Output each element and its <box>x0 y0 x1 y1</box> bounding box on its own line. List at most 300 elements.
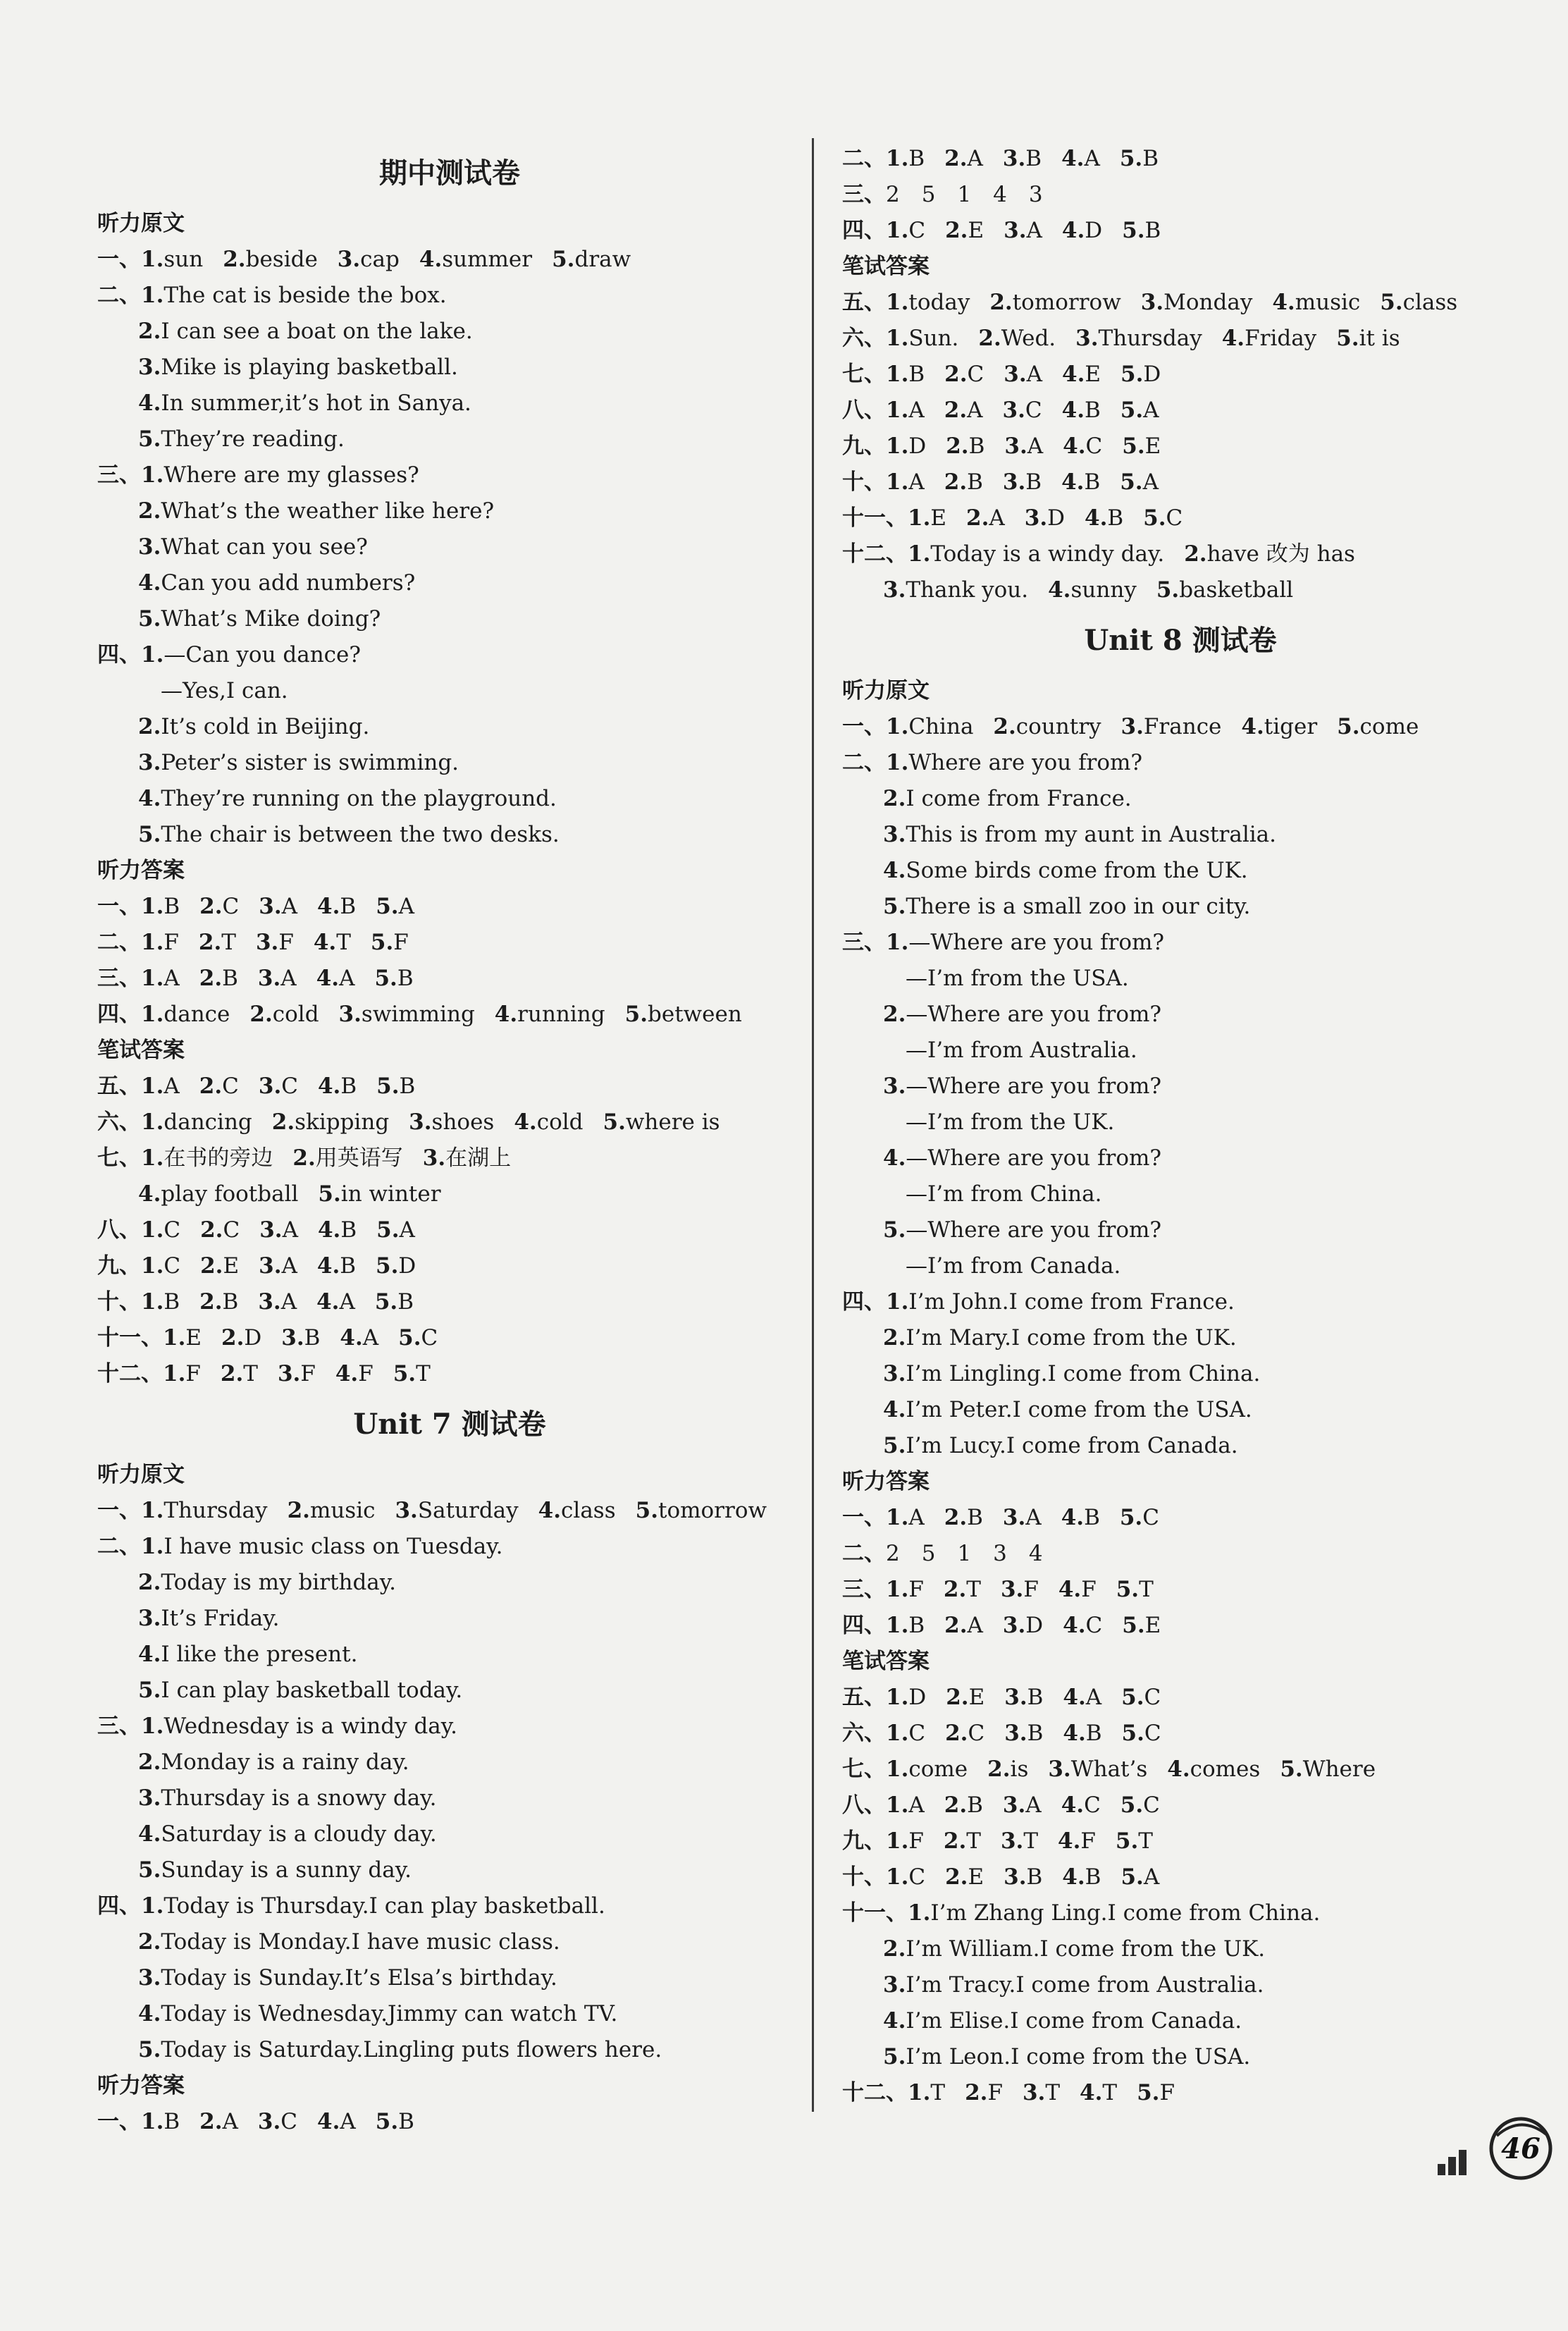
text-line <box>97 457 802 493</box>
item-text: F <box>1081 1577 1097 1602</box>
item-text: swimming <box>361 1002 475 1027</box>
question-number: 六、 <box>842 1721 886 1746</box>
item-number: 2. <box>943 1577 967 1602</box>
item-number: 1. <box>141 1289 164 1315</box>
item-number: 5. <box>376 894 399 919</box>
item-number: 4. <box>1058 1828 1081 1854</box>
item-text: They’re running on the playground. <box>161 786 557 811</box>
item-text: B <box>1107 505 1124 531</box>
text-line <box>842 853 1519 889</box>
item-text: running <box>517 1002 605 1027</box>
page-number-badge <box>1487 2115 1555 2182</box>
item-number: 2. <box>199 894 223 919</box>
answer-line <box>842 709 1519 745</box>
item-number: 1. <box>886 714 909 739</box>
text-line <box>842 1356 1519 1392</box>
item-number: 5. <box>375 2109 399 2134</box>
item-text: F <box>1080 1828 1096 1854</box>
item-number: 1. <box>886 398 909 423</box>
item-text: C <box>163 1217 181 1243</box>
text-line <box>842 2039 1519 2075</box>
item-text: music <box>309 1498 376 1523</box>
text-line <box>97 781 802 817</box>
item-number: 3. <box>1004 1864 1027 1890</box>
item-number: 3. <box>255 930 279 955</box>
item-text: tiger <box>1264 714 1318 739</box>
item-text: C <box>421 1325 438 1351</box>
item-text: F <box>300 1361 316 1386</box>
item-number: 2. <box>944 1613 968 1638</box>
item-number: 4. <box>1063 1685 1086 1710</box>
item-number: 3. <box>138 1785 161 1811</box>
question-number: 三、 <box>842 182 886 207</box>
answer-line <box>842 285 1519 321</box>
item-number: 3. <box>257 2109 281 2134</box>
item-number: 2. <box>946 433 969 459</box>
item-text: T <box>1023 1828 1039 1854</box>
item-text: shoes <box>431 1109 495 1135</box>
question-number: 四、 <box>97 1893 141 1919</box>
question-number: 三、 <box>842 1577 886 1602</box>
item-text: Today is my birthday. <box>161 1570 397 1595</box>
item-number: 3. <box>1022 2080 1046 2105</box>
item-number: 3. <box>281 1325 304 1351</box>
item-number: 4. <box>494 1002 518 1027</box>
item-text: skipping <box>295 1109 390 1135</box>
item-text: D <box>1143 362 1161 387</box>
answer-line <box>97 1069 802 1105</box>
item-number: 3. <box>1024 505 1048 531</box>
item-text: A <box>340 2109 356 2134</box>
answer-line <box>97 961 802 997</box>
item-number: 1. <box>886 1757 909 1782</box>
item-text: —Where are you from? <box>906 1074 1162 1099</box>
answer-line <box>842 2075 1519 2111</box>
item-text: A <box>281 894 298 919</box>
item-number: 4. <box>1061 1792 1085 1818</box>
question-number: 二、 <box>842 750 886 775</box>
item-number: 1. <box>886 1289 909 1315</box>
item-number: 1. <box>886 750 909 775</box>
item-text: where is <box>625 1109 720 1135</box>
question-number: 五、 <box>842 290 886 315</box>
text-line <box>842 1392 1519 1428</box>
item-number: 1. <box>141 1002 164 1027</box>
item-text: C <box>1166 505 1183 531</box>
item-number: 1. <box>141 1109 164 1135</box>
item-number: 2. <box>1184 541 1207 567</box>
item-text: D <box>398 1253 416 1279</box>
item-text: B <box>399 1074 416 1099</box>
item-number: 2. <box>198 930 222 955</box>
item-number: 4. <box>1061 398 1085 423</box>
question-number: 八、 <box>97 1217 141 1243</box>
item-number: 2. <box>965 2080 988 2105</box>
item-text: Saturday <box>417 1498 519 1523</box>
item-number: 1. <box>886 218 909 243</box>
item-text: They’re reading. <box>161 426 345 452</box>
item-text: E <box>968 218 984 243</box>
text-line <box>97 529 802 565</box>
dialog-line <box>842 925 1519 961</box>
question-number: 三、 <box>97 966 141 991</box>
item-text: cold <box>536 1109 584 1135</box>
item-number: 5. <box>1115 1828 1139 1854</box>
item-text: B <box>908 1613 925 1638</box>
item-text: A <box>163 966 180 991</box>
item-text: A <box>967 398 983 423</box>
item-text: I come from France. <box>906 786 1132 811</box>
answer-line <box>97 1105 802 1140</box>
item-number: 4. <box>138 1821 161 1847</box>
question-number: 十二、 <box>842 2080 908 2105</box>
subsection-heading: 笔试答案 <box>97 1038 185 1063</box>
text-line <box>842 1320 1519 1356</box>
signal-bars-icon <box>1438 2150 1469 2175</box>
item-text: B <box>398 2109 414 2134</box>
item-text: I’m Peter.I come from the USA. <box>906 1397 1252 1422</box>
item-text: cold <box>272 1002 319 1027</box>
item-text: T <box>336 930 351 955</box>
text-line <box>97 601 802 637</box>
item-text: Thursday <box>163 1498 268 1523</box>
item-text: basketball <box>1179 577 1294 603</box>
item-text: Where <box>1302 1757 1376 1782</box>
item-text: B <box>163 2109 180 2134</box>
answer-line <box>842 1788 1519 1823</box>
item-number: 2. <box>987 1757 1011 1782</box>
item-text: What’s <box>1070 1757 1148 1782</box>
item-number: 3. <box>1004 218 1027 243</box>
answer-line <box>842 177 1519 213</box>
item-text: Today is Thursday.I can play basketball. <box>163 1893 605 1919</box>
question-number: 十二、 <box>842 541 908 567</box>
item-number: 5. <box>1121 1864 1144 1890</box>
answer-line <box>97 242 802 278</box>
item-text: A <box>399 1217 415 1243</box>
text-line <box>97 422 802 457</box>
question-number: 七、 <box>842 1757 886 1782</box>
question-number: 二、 <box>842 1541 886 1566</box>
item-number: 5. <box>376 1074 400 1099</box>
item-text: F <box>163 930 179 955</box>
item-number: 4. <box>316 1289 340 1315</box>
item-number: 4. <box>883 1397 906 1422</box>
answer-line <box>842 141 1519 177</box>
item-number: 4. <box>419 247 443 272</box>
question-number: 一、 <box>842 1505 886 1530</box>
dialog-reply: —I’m from the UK. <box>906 1109 1115 1135</box>
column-divider <box>812 138 814 2112</box>
item-text: B <box>1025 146 1042 171</box>
item-number: 5. <box>883 1433 906 1458</box>
item-text: Wednesday is a windy day. <box>163 1714 458 1739</box>
item-text: C <box>1085 433 1103 459</box>
page-number: 46 <box>1501 2132 1541 2165</box>
question-number: 二、 <box>97 930 141 955</box>
item-text: Peter’s sister is swimming. <box>161 750 459 775</box>
item-text: 在湖上 <box>445 1145 512 1171</box>
text-line <box>97 1745 802 1780</box>
text-line <box>842 1967 1519 2003</box>
item-number: 5. <box>1121 1721 1144 1746</box>
question-number: 十、 <box>842 1864 886 1890</box>
item-text: B <box>1085 1864 1101 1890</box>
text-line <box>842 2003 1519 2039</box>
item-number: 3. <box>1002 1613 1026 1638</box>
text-line <box>97 1924 802 1960</box>
item-number: 2. <box>221 1325 245 1351</box>
item-number: 1. <box>141 1074 164 1099</box>
text-line <box>97 1888 802 1924</box>
question-number: 七、 <box>97 1145 141 1171</box>
item-text: I’m Zhang Ling.I come from China. <box>930 1900 1321 1926</box>
item-number: 2. <box>292 1145 316 1171</box>
item-text: F <box>908 1577 924 1602</box>
item-number: 2. <box>944 146 968 171</box>
item-number: 3. <box>1048 1757 1071 1782</box>
item-number: 4. <box>1272 290 1295 315</box>
item-text: F <box>908 1828 924 1854</box>
answer-line <box>842 1859 1519 1895</box>
item-number: 5. <box>1119 1505 1143 1530</box>
subsection-heading: 听力原文 <box>842 678 930 703</box>
item-number: 3. <box>1004 433 1027 459</box>
question-number: 十二、 <box>97 1361 163 1386</box>
question-number: 十、 <box>842 469 886 495</box>
item-text: A <box>1143 1864 1160 1890</box>
item-number: 5. <box>624 1002 648 1027</box>
item-number: 3. <box>395 1498 418 1523</box>
item-text: dance <box>163 1002 230 1027</box>
item-number: 2. <box>946 1685 969 1710</box>
item-text: I’m Mary.I come from the UK. <box>906 1325 1237 1351</box>
item-number: 4. <box>883 2008 906 2034</box>
answer-line <box>842 357 1519 393</box>
item-number: 2. <box>138 498 161 524</box>
item-text: come <box>1359 714 1419 739</box>
item-number: 4. <box>1063 1721 1086 1746</box>
item-text: A <box>908 1505 925 1530</box>
question-number: 三、 <box>97 462 141 488</box>
item-text: tomorrow <box>1012 290 1121 315</box>
answer-line <box>97 997 802 1033</box>
item-text: There is a small zoo in our city. <box>906 894 1251 919</box>
item-number: 3. <box>259 1217 283 1243</box>
item-number: 2. <box>138 1929 161 1955</box>
item-number: 2. <box>199 1074 223 1099</box>
item-text: C <box>908 218 926 243</box>
item-text: country <box>1016 714 1101 739</box>
item-number: 5. <box>1120 398 1144 423</box>
item-text: Can you add numbers? <box>161 570 416 596</box>
item-number: 2. <box>287 1498 310 1523</box>
item-number: 4. <box>313 930 337 955</box>
item-text: play football <box>161 1181 299 1207</box>
answer-line <box>97 1248 802 1284</box>
item-text: E <box>930 505 947 531</box>
item-text: D <box>1085 218 1103 243</box>
item-text: E <box>968 1864 984 1890</box>
item-number: 4. <box>1080 2080 1103 2105</box>
item-text: A <box>398 894 414 919</box>
subsection-heading: 听力答案 <box>97 858 185 883</box>
answer-line <box>842 1608 1519 1644</box>
item-number: 1. <box>141 2109 164 2134</box>
item-number: 5. <box>138 822 161 847</box>
item-text: have 改为 has <box>1206 541 1355 567</box>
item-text: summer <box>442 247 533 272</box>
item-text: dancing <box>163 1109 252 1135</box>
text-line <box>97 565 802 601</box>
item-number: 3. <box>883 1361 906 1386</box>
item-text: today <box>908 290 970 315</box>
item-text: Some birds come from the UK. <box>906 858 1248 883</box>
item-text: C <box>222 1074 239 1099</box>
answer-line <box>97 1140 802 1176</box>
item-text: Wed. <box>1001 326 1056 351</box>
item-text: C <box>1143 1792 1160 1818</box>
item-text: music <box>1295 290 1361 315</box>
item-number: 1. <box>886 433 909 459</box>
item-number: 3. <box>259 894 282 919</box>
item-number: 1. <box>141 1714 164 1739</box>
item-number: 5. <box>1122 1613 1145 1638</box>
item-text: A <box>222 2109 238 2134</box>
item-number: 2. <box>883 1325 906 1351</box>
question-number: 十一、 <box>97 1325 163 1351</box>
item-text: C <box>908 1721 926 1746</box>
question-number: 四、 <box>97 642 141 668</box>
item-text: B <box>1025 469 1042 495</box>
item-number: 3. <box>1002 469 1026 495</box>
item-number: 1. <box>886 146 909 171</box>
item-text: C <box>968 1721 985 1746</box>
item-number: 1. <box>886 930 909 955</box>
item-text: Where are my glasses? <box>163 462 419 488</box>
item-text: B <box>340 1217 357 1243</box>
answer-line <box>842 321 1519 357</box>
item-number: 1. <box>908 2080 931 2105</box>
item-number: 1. <box>886 1613 909 1638</box>
item-number: 2. <box>883 1002 906 1027</box>
item-text: Today is Saturday.Lingling puts flowers here. <box>161 2037 662 2062</box>
item-number: 1. <box>886 1505 909 1530</box>
subsection-heading: 笔试答案 <box>842 1649 930 1674</box>
item-text: B <box>1027 1685 1044 1710</box>
item-text: sunny <box>1070 577 1137 603</box>
item-number: 2. <box>883 786 906 811</box>
answer-line <box>97 1176 802 1212</box>
item-number: 1. <box>141 930 164 955</box>
subsection-heading: 听力原文 <box>97 211 185 236</box>
text-line <box>842 889 1519 925</box>
text-line <box>842 1284 1519 1320</box>
item-number: 4. <box>316 1253 340 1279</box>
item-number: 3. <box>883 1972 906 1998</box>
item-number: 3. <box>883 577 906 603</box>
question-number: 五、 <box>97 1074 141 1099</box>
item-number: 4. <box>1085 505 1108 531</box>
item-text: A <box>1142 469 1159 495</box>
item-text: between <box>648 1002 742 1027</box>
item-number: 2. <box>943 1828 967 1854</box>
item-text: C <box>1084 1792 1101 1818</box>
item-number: 1. <box>886 1685 909 1710</box>
text-line <box>97 386 802 422</box>
question-number: 四、 <box>842 218 886 243</box>
question-number: 四、 <box>842 1289 886 1315</box>
question-number: 六、 <box>842 326 886 351</box>
answer-line <box>97 1356 802 1392</box>
question-number: 十、 <box>97 1289 141 1315</box>
answer-line <box>97 1493 802 1529</box>
item-text: Thank you. <box>906 577 1029 603</box>
item-text: F <box>1159 2080 1175 2105</box>
item-text: B <box>163 894 180 919</box>
item-text: T <box>221 930 236 955</box>
item-number: 4. <box>1062 1864 1085 1890</box>
text-line <box>97 1673 802 1709</box>
item-number: 2. <box>966 505 989 531</box>
question-number: 二、 <box>97 1534 141 1559</box>
item-text: E <box>185 1325 202 1351</box>
question-number: 一、 <box>97 1498 141 1523</box>
question-number: 二、 <box>97 283 141 308</box>
item-number: 2. <box>199 1289 223 1315</box>
item-number: 2. <box>945 1864 968 1890</box>
subsection-heading: 笔试答案 <box>842 254 930 279</box>
dialog-reply: —I’m from Canada. <box>906 1253 1121 1279</box>
item-text: A <box>1085 1685 1102 1710</box>
item-number: 2. <box>249 1002 273 1027</box>
item-text: T <box>1138 1828 1153 1854</box>
text-line <box>97 493 802 529</box>
text-line <box>97 1637 802 1673</box>
item-number: 1. <box>163 1361 186 1386</box>
item-text: B <box>340 1074 357 1099</box>
item-number: 4. <box>538 1498 562 1523</box>
item-text: B <box>397 966 414 991</box>
item-text: I’m Leon.I come from the USA. <box>906 2044 1251 2069</box>
item-number: 1. <box>141 894 164 919</box>
item-number: 3. <box>338 1002 362 1027</box>
item-text: I can play basketball today. <box>161 1678 463 1703</box>
text-line <box>97 350 802 386</box>
item-text: C <box>222 894 240 919</box>
item-text: A <box>281 1253 297 1279</box>
item-number: 2. <box>989 290 1013 315</box>
item-number: 2. <box>944 469 968 495</box>
text-line <box>97 278 802 314</box>
item-text: B <box>967 1505 983 1530</box>
item-number: 4. <box>1241 714 1264 739</box>
item-number: 2. <box>200 1217 223 1243</box>
item-number: 2. <box>138 1749 161 1775</box>
item-text: A <box>1026 362 1043 387</box>
question-number: 三、 <box>842 930 886 955</box>
item-text: T <box>416 1361 431 1386</box>
item-text: F <box>278 930 294 955</box>
item-text: T <box>930 2080 946 2105</box>
item-text: A <box>280 966 297 991</box>
item-number: 3. <box>138 355 161 380</box>
item-text: B <box>1084 1505 1100 1530</box>
item-number: 3. <box>138 1606 161 1631</box>
item-text: —Can you dance? <box>163 642 362 668</box>
item-text: C <box>1085 1613 1103 1638</box>
item-number: 1. <box>886 362 909 387</box>
